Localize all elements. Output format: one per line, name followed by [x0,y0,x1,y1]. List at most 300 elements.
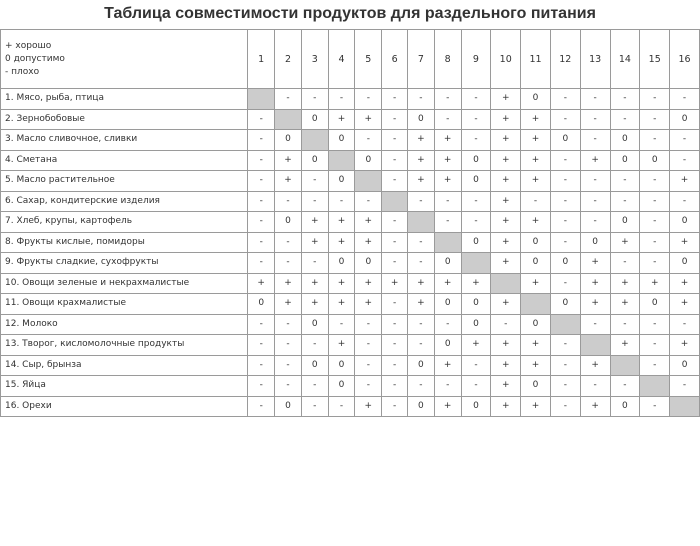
compatibility-cell: + [328,294,355,315]
column-header: 10 [491,30,521,89]
column-header: 15 [640,30,670,89]
compatibility-cell: - [408,314,435,335]
compatibility-cell: - [382,253,408,274]
compatibility-cell: + [521,273,551,294]
table-header-row [1,30,700,89]
compatibility-cell: - [275,335,302,356]
compatibility-cell: - [301,376,328,397]
compatibility-cell: + [670,171,700,192]
compatibility-cell: - [408,191,435,212]
compatibility-cell: 0 [328,171,355,192]
compatibility-cell: 0 [408,109,435,130]
compatibility-cell: 0 [355,150,382,171]
legend-bad: - плохо [5,66,40,77]
table-row [1,396,700,417]
compatibility-cell: - [408,335,435,356]
compatibility-cell: - [491,314,521,335]
compatibility-cell: + [670,232,700,253]
compatibility-cell: - [275,191,302,212]
compatibility-cell: - [550,171,580,192]
compatibility-cell: - [461,212,491,233]
compatibility-cell: - [640,191,670,212]
compatibility-cell: - [408,376,435,397]
compatibility-cell: - [550,150,580,171]
compatibility-cell: + [521,335,551,356]
compatibility-cell: 0 [434,253,461,274]
compatibility-cell: 0 [301,314,328,335]
compatibility-cell: - [670,89,700,110]
compatibility-cell: + [491,376,521,397]
compatibility-cell: - [580,212,610,233]
compatibility-cell: + [491,89,521,110]
diagonal-cell [491,273,521,294]
compatibility-cell: 0 [670,355,700,376]
compatibility-cell: - [275,355,302,376]
compatibility-cell: - [275,232,302,253]
compatibility-cell: + [491,212,521,233]
compatibility-cell: 0 [580,232,610,253]
compatibility-cell: - [434,314,461,335]
table-row [1,273,700,294]
diagonal-cell [355,171,382,192]
compatibility-cell: - [550,232,580,253]
compatibility-cell: - [580,109,610,130]
compatibility-cell: + [521,171,551,192]
row-label: 10. Овощи зеленые и некрахмалистые [1,273,248,294]
table-row [1,335,700,356]
compatibility-cell: - [640,109,670,130]
compatibility-cell: 0 [670,253,700,274]
diagonal-cell [408,212,435,233]
compatibility-cell: 0 [328,355,355,376]
compatibility-cell: + [521,150,551,171]
column-header: 4 [328,30,355,89]
compatibility-cell: + [434,130,461,151]
compatibility-cell: + [670,294,700,315]
compatibility-cell: - [382,294,408,315]
compatibility-cell: - [355,314,382,335]
compatibility-cell: + [328,273,355,294]
row-label: 3. Масло сливочное, сливки [1,130,248,151]
compatibility-cell: + [434,355,461,376]
compatibility-cell: 0 [328,130,355,151]
row-label: 2. Зернобобовые [1,109,248,130]
compatibility-table [0,29,700,417]
row-label: 16. Орехи [1,396,248,417]
legend-acceptable: 0 допустимо [5,53,65,64]
compatibility-cell: - [610,89,640,110]
compatibility-cell: 0 [610,150,640,171]
compatibility-cell: - [328,89,355,110]
compatibility-cell: - [640,314,670,335]
compatibility-cell: - [248,335,275,356]
compatibility-cell: - [248,232,275,253]
compatibility-cell: + [355,396,382,417]
legend-good: + хорошо [5,40,52,51]
compatibility-cell: 0 [328,376,355,397]
compatibility-cell: - [434,376,461,397]
column-header: 13 [580,30,610,89]
compatibility-cell: - [301,89,328,110]
row-label: 7. Хлеб, крупы, картофель [1,212,248,233]
compatibility-cell: - [328,314,355,335]
row-label: 1. Мясо, рыба, птица [1,89,248,110]
compatibility-cell: - [550,109,580,130]
column-header: 14 [610,30,640,89]
diagonal-cell [610,355,640,376]
table-row [1,150,700,171]
compatibility-cell: 0 [328,253,355,274]
table-row [1,109,700,130]
compatibility-cell: 0 [521,253,551,274]
compatibility-cell: + [275,171,302,192]
compatibility-cell: - [355,355,382,376]
table-row [1,314,700,335]
compatibility-cell: - [382,314,408,335]
compatibility-cell: + [355,232,382,253]
compatibility-cell: + [461,273,491,294]
compatibility-cell: + [491,130,521,151]
compatibility-cell: + [491,396,521,417]
table-row [1,376,700,397]
compatibility-cell: + [408,150,435,171]
diagonal-cell [328,150,355,171]
compatibility-cell: + [434,396,461,417]
table-row [1,253,700,274]
column-header: 12 [550,30,580,89]
compatibility-cell: + [521,212,551,233]
compatibility-cell: - [461,355,491,376]
compatibility-cell: - [434,89,461,110]
compatibility-cell: - [382,335,408,356]
compatibility-cell: + [491,191,521,212]
column-header: 2 [275,30,302,89]
compatibility-cell: - [550,396,580,417]
compatibility-cell: - [275,314,302,335]
compatibility-cell: + [580,355,610,376]
compatibility-cell: - [248,253,275,274]
compatibility-cell: - [550,191,580,212]
compatibility-cell: - [355,376,382,397]
compatibility-cell: + [491,335,521,356]
compatibility-cell: - [248,130,275,151]
compatibility-cell: - [580,89,610,110]
compatibility-cell: - [328,396,355,417]
compatibility-cell: - [382,232,408,253]
compatibility-cell: + [434,150,461,171]
compatibility-cell: + [301,232,328,253]
compatibility-cell: - [670,150,700,171]
diagonal-cell [434,232,461,253]
table-row [1,212,700,233]
compatibility-cell: - [461,130,491,151]
compatibility-cell: - [670,376,700,397]
compatibility-cell: + [248,273,275,294]
compatibility-cell: - [248,212,275,233]
compatibility-cell: - [328,191,355,212]
compatibility-cell: + [328,232,355,253]
row-label: 11. Овощи крахмалистые [1,294,248,315]
table-row [1,355,700,376]
compatibility-cell: - [382,212,408,233]
compatibility-cell: 0 [521,376,551,397]
compatibility-cell: + [301,212,328,233]
compatibility-cell: + [610,294,640,315]
compatibility-cell: + [640,273,670,294]
column-header: 6 [382,30,408,89]
compatibility-cell: - [248,396,275,417]
compatibility-cell: + [610,273,640,294]
compatibility-cell: + [408,130,435,151]
compatibility-cell: - [610,109,640,130]
compatibility-cell: - [640,253,670,274]
compatibility-cell: - [434,109,461,130]
compatibility-cell: + [580,253,610,274]
compatibility-cell: - [382,150,408,171]
column-header: 9 [461,30,491,89]
compatibility-cell: + [434,273,461,294]
column-header: 5 [355,30,382,89]
compatibility-cell: - [382,396,408,417]
compatibility-cell: 0 [301,109,328,130]
compatibility-cell: + [328,212,355,233]
compatibility-cell: - [301,191,328,212]
compatibility-cell: + [580,294,610,315]
compatibility-cell: - [248,171,275,192]
table-row [1,171,700,192]
compatibility-cell: - [275,376,302,397]
compatibility-cell: - [248,150,275,171]
compatibility-cell: - [382,89,408,110]
compatibility-cell: + [491,150,521,171]
compatibility-cell: 0 [461,150,491,171]
row-label: 12. Молоко [1,314,248,335]
compatibility-cell: + [382,273,408,294]
compatibility-cell: 0 [670,109,700,130]
compatibility-cell: + [355,294,382,315]
compatibility-cell: - [640,212,670,233]
compatibility-cell: - [382,130,408,151]
column-header: 16 [670,30,700,89]
compatibility-cell: + [275,273,302,294]
compatibility-cell: - [382,355,408,376]
compatibility-cell: - [461,191,491,212]
compatibility-cell: - [461,89,491,110]
compatibility-cell: 0 [434,294,461,315]
row-label: 9. Фрукты сладкие, сухофрукты [1,253,248,274]
column-header: 11 [521,30,551,89]
compatibility-cell: + [275,150,302,171]
compatibility-cell: - [580,376,610,397]
compatibility-cell: + [408,294,435,315]
compatibility-cell: - [434,212,461,233]
compatibility-cell: 0 [301,150,328,171]
compatibility-cell: - [610,171,640,192]
column-header: 8 [434,30,461,89]
compatibility-cell: + [434,171,461,192]
diagonal-cell [382,191,408,212]
compatibility-cell: - [382,171,408,192]
compatibility-cell: + [275,294,302,315]
diagonal-cell [550,314,580,335]
diagonal-cell [670,396,700,417]
compatibility-cell: - [275,89,302,110]
compatibility-cell: 0 [408,396,435,417]
compatibility-cell: 0 [461,294,491,315]
row-label: 6. Сахар, кондитерские изделия [1,191,248,212]
diagonal-cell [580,335,610,356]
compatibility-cell: - [355,335,382,356]
compatibility-cell: + [461,335,491,356]
compatibility-cell: 0 [640,294,670,315]
column-header: 1 [248,30,275,89]
compatibility-cell: - [670,130,700,151]
compatibility-cell: - [301,335,328,356]
compatibility-cell: - [640,355,670,376]
compatibility-cell: + [580,150,610,171]
compatibility-cell: - [521,191,551,212]
table-row [1,232,700,253]
compatibility-cell: 0 [610,130,640,151]
compatibility-cell: - [408,232,435,253]
compatibility-cell: - [670,314,700,335]
compatibility-cell: - [640,89,670,110]
compatibility-cell: 0 [521,314,551,335]
compatibility-cell: - [248,109,275,130]
compatibility-cell: 0 [434,335,461,356]
compatibility-cell: - [580,191,610,212]
compatibility-cell: - [640,130,670,151]
compatibility-cell: - [640,171,670,192]
compatibility-cell: + [491,171,521,192]
legend-cell [1,30,248,89]
compatibility-cell: - [248,191,275,212]
compatibility-cell: - [461,109,491,130]
compatibility-cell: 0 [521,89,551,110]
compatibility-cell: - [301,396,328,417]
compatibility-cell: - [301,171,328,192]
compatibility-cell: 0 [610,212,640,233]
compatibility-cell: + [491,109,521,130]
compatibility-cell: - [550,212,580,233]
compatibility-cell: - [580,171,610,192]
compatibility-cell: + [491,232,521,253]
compatibility-cell: - [434,191,461,212]
compatibility-cell: - [640,396,670,417]
compatibility-cell: + [355,212,382,233]
page-title: Таблица совместимости продуктов для раздельного питания [104,5,596,22]
compatibility-cell: - [382,109,408,130]
compatibility-cell: 0 [461,171,491,192]
compatibility-cell: - [248,314,275,335]
column-header: 3 [301,30,328,89]
compatibility-cell: - [610,314,640,335]
diagonal-cell [275,109,302,130]
compatibility-cell: - [355,191,382,212]
row-label: 5. Масло растительное [1,171,248,192]
compatibility-cell: + [521,396,551,417]
compatibility-cell: 0 [461,314,491,335]
compatibility-cell: + [355,109,382,130]
row-label: 4. Сметана [1,150,248,171]
compatibility-cell: + [670,335,700,356]
row-label: 15. Яйца [1,376,248,397]
compatibility-cell: + [408,171,435,192]
column-header: 7 [408,30,435,89]
compatibility-cell: - [550,355,580,376]
compatibility-cell: - [408,253,435,274]
compatibility-cell: 0 [301,355,328,376]
row-label: 8. Фрукты кислые, помидоры [1,232,248,253]
compatibility-cell: - [408,89,435,110]
compatibility-cell: - [382,376,408,397]
compatibility-cell: + [610,335,640,356]
compatibility-cell: 0 [550,294,580,315]
diagonal-cell [461,253,491,274]
diagonal-cell [640,376,670,397]
compatibility-cell: 0 [521,232,551,253]
compatibility-cell: - [640,232,670,253]
compatibility-cell: 0 [275,212,302,233]
compatibility-cell: 0 [640,150,670,171]
compatibility-cell: - [610,191,640,212]
compatibility-cell: - [248,355,275,376]
compatibility-cell: 0 [248,294,275,315]
compatibility-cell: + [491,355,521,376]
table-row [1,294,700,315]
compatibility-cell: - [355,89,382,110]
compatibility-cell: - [275,253,302,274]
table-row [1,89,700,110]
compatibility-cell: - [640,335,670,356]
compatibility-cell: - [550,335,580,356]
compatibility-cell: - [610,376,640,397]
table-row [1,191,700,212]
compatibility-cell: - [670,191,700,212]
row-label: 13. Творог, кисломолочные продукты [1,335,248,356]
compatibility-cell: + [355,273,382,294]
compatibility-cell: + [491,253,521,274]
compatibility-cell: 0 [461,232,491,253]
compatibility-cell: 0 [550,253,580,274]
diagonal-cell [521,294,551,315]
compatibility-cell: - [550,273,580,294]
compatibility-cell: - [301,253,328,274]
compatibility-cell: + [328,335,355,356]
compatibility-cell: + [610,232,640,253]
compatibility-cell: 0 [461,396,491,417]
compatibility-cell: + [328,109,355,130]
compatibility-cell: - [461,376,491,397]
compatibility-cell: 0 [670,212,700,233]
compatibility-cell: + [521,355,551,376]
compatibility-cell: - [550,376,580,397]
compatibility-cell: 0 [408,355,435,376]
diagonal-cell [301,130,328,151]
table-row [1,130,700,151]
compatibility-cell: 0 [275,396,302,417]
diagonal-cell [248,89,275,110]
compatibility-cell: 0 [275,130,302,151]
compatibility-cell: 0 [355,253,382,274]
compatibility-cell: + [408,273,435,294]
compatibility-cell: 0 [610,396,640,417]
compatibility-cell: - [248,376,275,397]
compatibility-cell: - [610,253,640,274]
compatibility-cell: + [301,294,328,315]
compatibility-cell: + [580,273,610,294]
compatibility-cell: - [580,314,610,335]
